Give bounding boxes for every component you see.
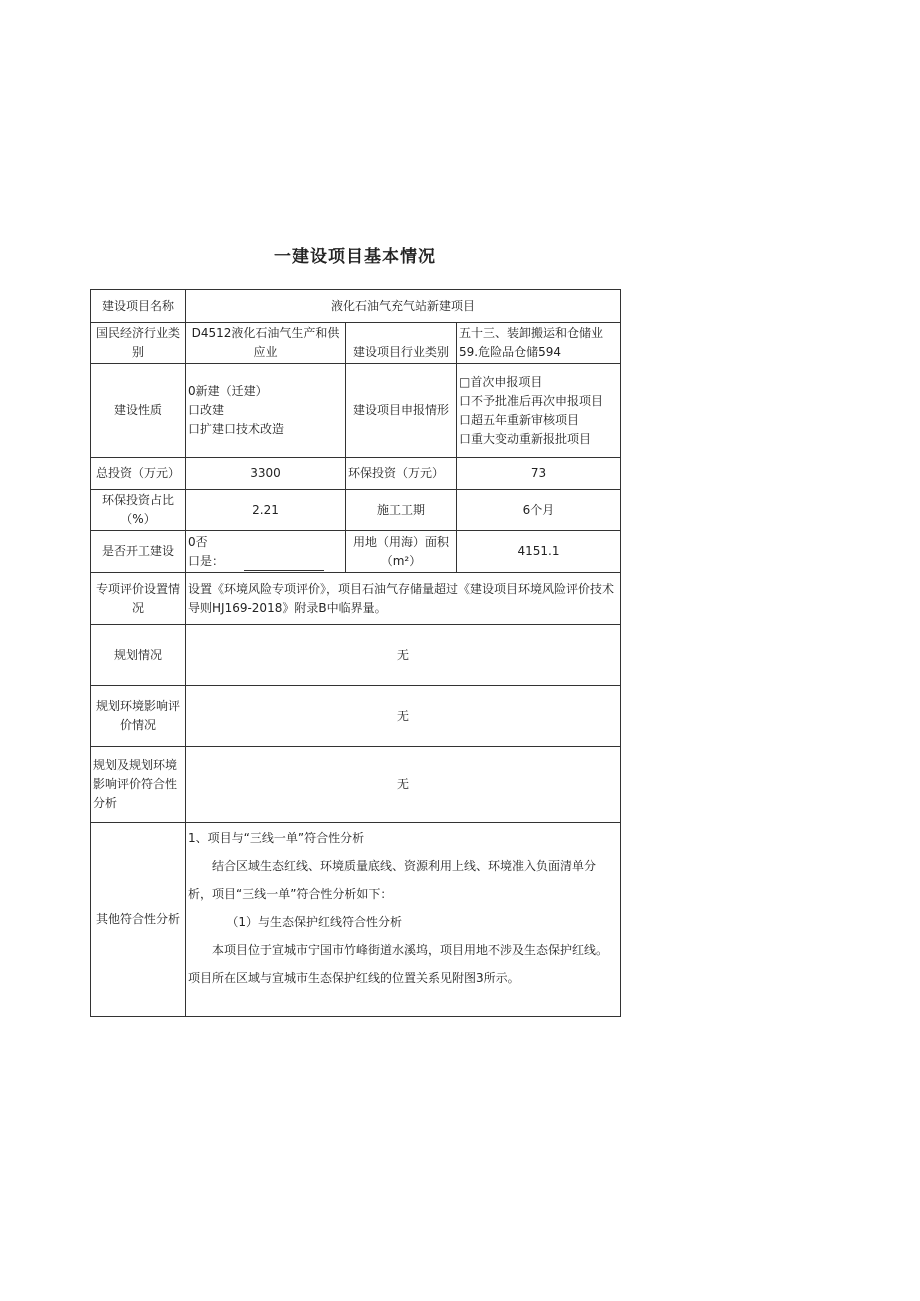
started-date-underline [244,558,324,571]
row-started [91,531,621,573]
planning-value: 无 [186,625,621,686]
declaration-option-4: 口重大变动重新报批项目 [459,431,592,446]
land-area-label: 用地（用海）面积（m²） [346,531,457,573]
env-investment-value: 73 [457,458,621,490]
nature-option-expand: 口扩建口技术改造 [188,422,285,436]
nature-options [186,364,346,458]
construction-period-value: 6个月 [457,490,621,531]
total-investment-value: 3300 [186,458,346,490]
nature-label: 建设性质 [91,364,186,458]
other-conform-para-2: 本项目位于宣城市宁国市竹峰街道水溪坞，项目用地不涉及生态保护红线。项目所在区域与宣城市生态保护红线的位置关系见附图3所示。 [188,943,609,985]
declaration-option-1: □首次申报项目 [459,374,543,389]
env-investment-label: 环保投资（万元） [346,458,457,490]
declaration-option-3: 口超五年重新审核项目 [459,412,580,427]
special-eval-value: 设置《环境风险专项评价》，项目石油气存储量超过《建设项目环境风险评价技术导则HJ169-2018》附录B中临界量。 [186,573,621,625]
row-investment [91,458,621,490]
project-info-table [90,289,621,1017]
industry-label: 国民经济行业类别 [91,323,186,364]
other-conform-label: 其他符合性分析 [91,823,186,1017]
page-title: 一建设项目基本情况 [274,247,436,267]
row-planning-conform [91,747,621,823]
other-conform-subheading: （1）与生态保护红线符合性分析 [226,915,403,929]
declaration-options [457,364,621,458]
industry-value: D4512液化石油气生产和供应业 [186,323,346,364]
row-planning-env [91,686,621,747]
row-nature [91,364,621,458]
project-name-value: 液化石油气充气站新建项目 [186,290,621,323]
land-area-value: 4151.1 [457,531,621,573]
other-conform-para-1: 结合区域生态红线、环境质量底线、资源利用上线、环境准入负面清单分析，项目“三线一单”符合性分析如下： [188,859,597,901]
declaration-label: 建设项目申报情形 [346,364,457,458]
total-investment-label: 总投资（万元） [91,458,186,490]
row-special-eval [91,573,621,625]
planning-env-label: 规划环境影响评价情况 [91,686,186,747]
started-option-no: 0否 [188,534,208,549]
planning-conform-value: 无 [186,747,621,823]
planning-conform-label: 规划及规划环境影响评价符合性分析 [91,747,186,823]
nature-option-rebuild: 口改建 [188,403,225,417]
row-other-conform [91,823,621,1017]
industry-category-line-1: 五十三、装卸搬运和仓储业 [459,326,604,340]
other-conform-heading: 1、项目与“三线一单”符合性分析 [188,831,365,845]
nature-option-new: 0新建（迁建） [188,384,268,398]
env-ratio-value: 2.21 [186,490,346,531]
planning-env-value: 无 [186,686,621,747]
row-ratio [91,490,621,531]
env-ratio-label: 环保投资占比（%） [91,490,186,531]
industry-category-line-2: 59.危险品仓储594 [459,345,561,359]
industry-category-value [457,323,621,364]
other-conform-content [186,823,621,1017]
started-options [186,531,346,573]
started-option-yes-label: 口是： [188,553,225,568]
planning-label: 规划情况 [91,625,186,686]
row-project-name [91,290,621,323]
started-option-yes [188,552,343,571]
project-name-label: 建设项目名称 [91,290,186,323]
row-planning [91,625,621,686]
industry-category-label: 建设项目行业类别 [346,323,457,364]
special-eval-label: 专项评价设置情况 [91,573,186,625]
construction-period-label: 施工工期 [346,490,457,531]
started-label: 是否开工建设 [91,531,186,573]
declaration-option-2: 口不予批准后再次申报项目 [459,393,604,408]
row-industry [91,323,621,364]
